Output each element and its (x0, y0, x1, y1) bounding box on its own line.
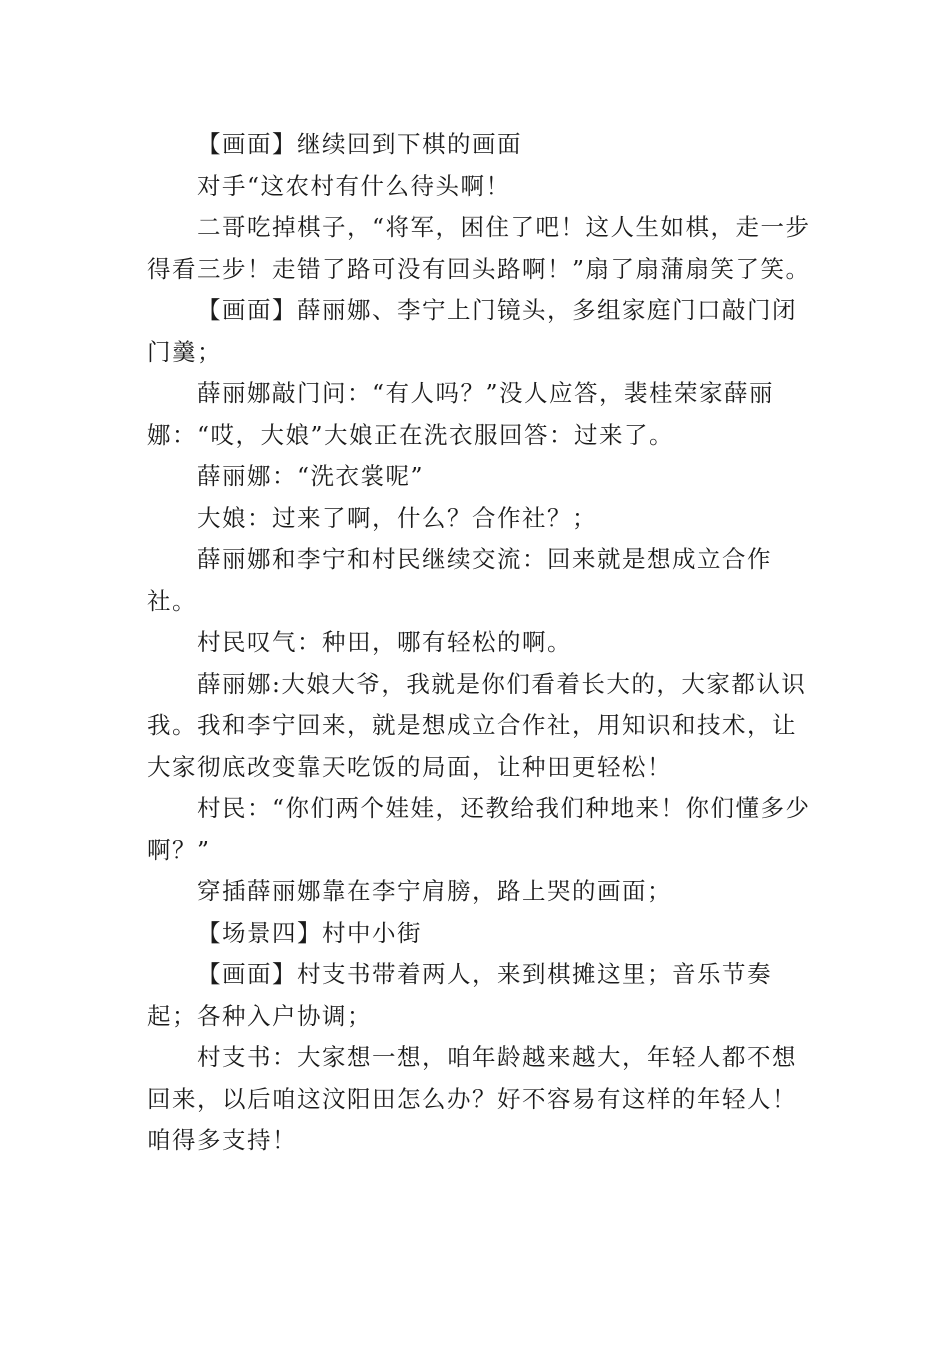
paragraph-aunt-reply: 大娘：过来了啊，什么？合作社？； (197, 503, 597, 532)
paragraph-secretary-scene: 【画面】村支书带着两人，来到棋摊这里；音乐节奏起；各种入户协调； (147, 960, 772, 1030)
script-body (147, 124, 817, 1162)
paragraph-opponent-line: 对手“这农村有什么待头啊！ (197, 171, 511, 200)
paragraph-second-brother: 二哥吃掉棋子，“将军，困住了吧！这人生如棋，走一步得看三步！走错了路可没有回头路啊！”扇了扇蒲扇笑了笑。 (147, 213, 811, 283)
paragraph-villager-doubt: 村民：“你们两个娃娃，还教给我们种地来！你们懂多少啊？” (147, 794, 811, 864)
paragraph-xue-laundry: 薛丽娜：“洗衣裳呢” (197, 462, 425, 490)
paragraph-xue-speech: 薛丽娜:大娘大爷，我就是你们看着长大的，大家都认识我。我和李宁回来，就是想成立合作社，用知识和技术，让大家彻底改变靠天吃饭的局面，让种田更轻松！ (147, 669, 807, 781)
paragraph-villager-sigh: 村民叹气：种田，哪有轻松的啊。 (197, 628, 572, 656)
paragraph-scene-four-heading: 【场景四】村中小街 (197, 918, 422, 947)
paragraph-villager-talk: 薛丽娜和李宁和村民继续交流：回来就是想成立合作社。 (147, 545, 772, 615)
paragraph-door-knocking: 【画面】薛丽娜、李宁上门镜头，多组家庭门口敲门闭门羹； (147, 296, 797, 366)
paragraph-crying-scene: 穿插薛丽娜靠在李宁肩膀，路上哭的画面； (197, 877, 672, 905)
paragraph-secretary-speech: 村支书：大家想一想，咱年龄越来越大，年轻人都不想回来，以后咱这汶阳田怎么办？好不容易有这样的年轻人！ 咱得多支持！ (147, 1043, 797, 1154)
paragraph-scene-return: 【画面】继续回到下棋的画面 (197, 130, 522, 158)
paragraph-xue-knocks: 薛丽娜敲门问：“有人吗？”没人应答，裴桂荣家薛丽娜：“哎，大娘”大娘正在洗衣服回答：过来了。 (147, 379, 775, 449)
